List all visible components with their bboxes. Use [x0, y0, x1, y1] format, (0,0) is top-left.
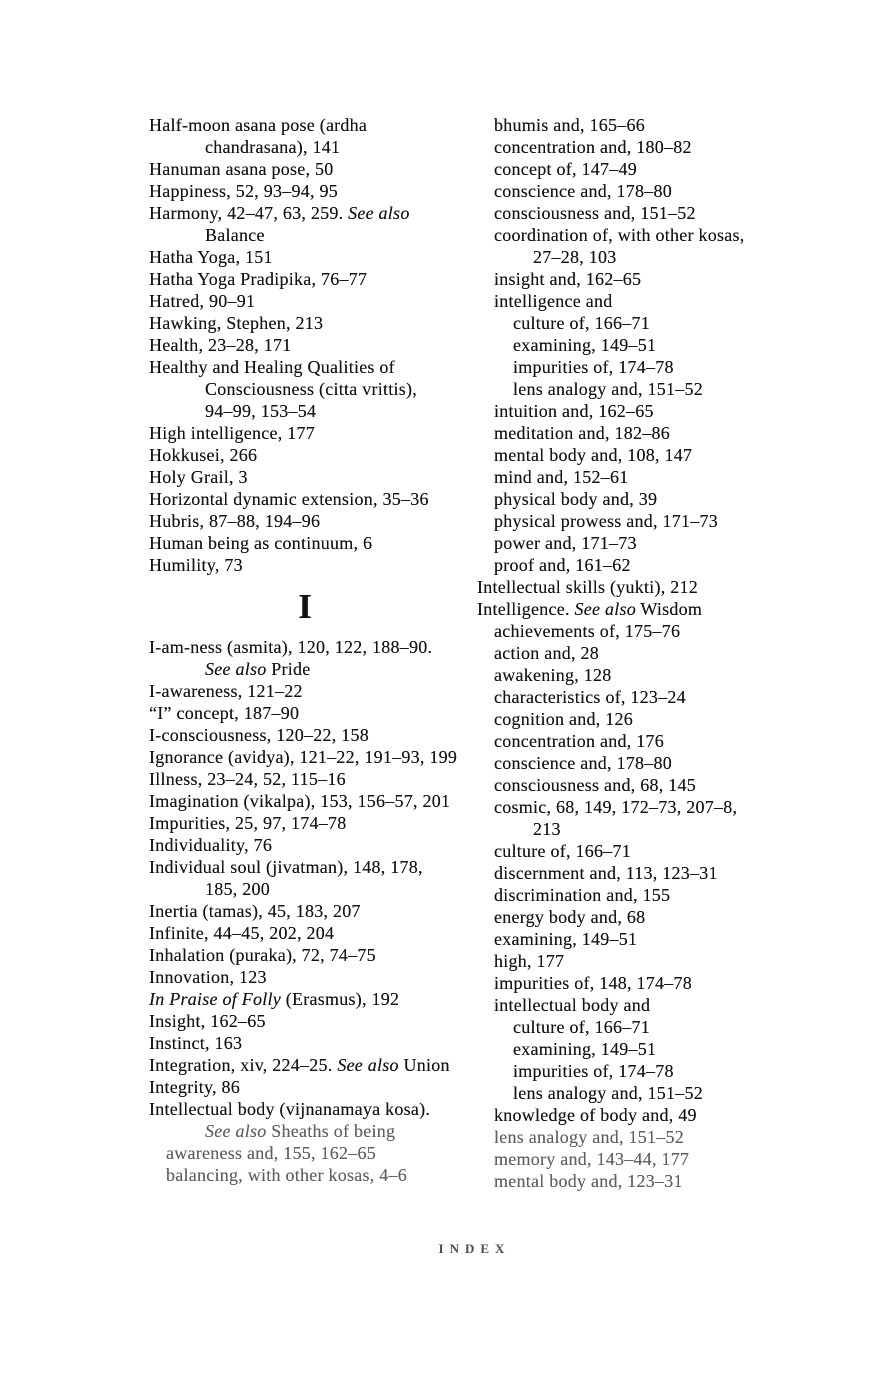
index-entry: Intellectual body (vijnanamaya kosa). — [149, 1099, 431, 1119]
index-subentry: knowledge of body and, 49 — [494, 1105, 697, 1125]
index-entry: Hatred, 90–91 — [149, 291, 256, 311]
index-subentry: concentration and, 180–82 — [494, 137, 692, 157]
index-entry: Hawking, Stephen, 213 — [149, 313, 324, 333]
index-subentry: power and, 171–73 — [494, 533, 637, 553]
index-entry: Hubris, 87–88, 194–96 — [149, 511, 321, 531]
index-subentry: achievements of, 175–76 — [494, 621, 681, 641]
index-subentry: mind and, 152–61 — [494, 467, 629, 487]
index-subentry: lens analogy and, 151–52 — [513, 1083, 703, 1103]
index-subentry: characteristics of, 123–24 — [494, 687, 686, 707]
index-subentry: impurities of, 174–78 — [513, 1061, 674, 1081]
index-subentry: cosmic, 68, 149, 172–73, 207–8, — [494, 797, 738, 817]
index-subentry: discrimination and, 155 — [494, 885, 671, 905]
index-entry: Human being as continuum, 6 — [149, 533, 373, 553]
index-entry: Insight, 162–65 — [149, 1011, 266, 1031]
index-entry: Hanuman asana pose, 50 — [149, 159, 334, 179]
index-entry: Impurities, 25, 97, 174–78 — [149, 813, 347, 833]
index-entry-continuation: Consciousness (citta vrittis), — [205, 379, 417, 399]
index-entry: Hatha Yoga Pradipika, 76–77 — [149, 269, 368, 289]
index-subentry: discernment and, 113, 123–31 — [494, 863, 718, 883]
index-subentry: insight and, 162–65 — [494, 269, 642, 289]
index-entry: Infinite, 44–45, 202, 204 — [149, 923, 335, 943]
index-subentry: lens analogy and, 151–52 — [494, 1127, 684, 1147]
index-entry: Health, 23–28, 171 — [149, 335, 292, 355]
index-entry-continuation: 213 — [533, 819, 561, 839]
index-entry: Intelligence. See also Wisdom — [477, 599, 703, 619]
index-subentry: examining, 149–51 — [494, 929, 638, 949]
index-subentry: physical body and, 39 — [494, 489, 658, 509]
index-subentry: coordination of, with other kosas, — [494, 225, 745, 245]
index-subentry: impurities of, 148, 174–78 — [494, 973, 692, 993]
index-entry: Humility, 73 — [149, 555, 243, 575]
index-subentry: cognition and, 126 — [494, 709, 633, 729]
index-entry: Instinct, 163 — [149, 1033, 243, 1053]
index-entry: Innovation, 123 — [149, 967, 267, 987]
index-subentry: culture of, 166–71 — [494, 841, 631, 861]
index-entry: Intellectual skills (yukti), 212 — [477, 577, 698, 597]
index-subentry: physical prowess and, 171–73 — [494, 511, 718, 531]
footer-index-label: INDEX — [438, 1241, 511, 1256]
index-subentry: consciousness and, 68, 145 — [494, 775, 696, 795]
index-subentry: awareness and, 155, 162–65 — [166, 1143, 376, 1163]
index-entry: In Praise of Folly (Erasmus), 192 — [149, 989, 400, 1009]
index-entry-continuation: See also Sheaths of being — [205, 1121, 396, 1141]
index-entry: Individuality, 76 — [149, 835, 273, 855]
index-subentry: balancing, with other kosas, 4–6 — [166, 1165, 407, 1185]
index-entry: Hatha Yoga, 151 — [149, 247, 273, 267]
index-entry: I-consciousness, 120–22, 158 — [149, 725, 369, 745]
index-subentry: examining, 149–51 — [513, 1039, 657, 1059]
index-entry: High intelligence, 177 — [149, 423, 315, 443]
index-entry: Happiness, 52, 93–94, 95 — [149, 181, 338, 201]
index-subentry: meditation and, 182–86 — [494, 423, 670, 443]
index-entry: Integration, xiv, 224–25. See also Union — [149, 1055, 450, 1075]
index-entry: Hokkusei, 266 — [149, 445, 258, 465]
index-entry: Illness, 23–24, 52, 115–16 — [149, 769, 346, 789]
index-entry: I-awareness, 121–22 — [149, 681, 303, 701]
index-subentry: memory and, 143–44, 177 — [494, 1149, 690, 1169]
index-entry: Horizontal dynamic extension, 35–36 — [149, 489, 429, 509]
index-subentry: examining, 149–51 — [513, 335, 657, 355]
index-subentry: high, 177 — [494, 951, 565, 971]
index-subentry: concentration and, 176 — [494, 731, 664, 751]
index-entry: I-am-ness (asmita), 120, 122, 188–90. — [149, 637, 433, 657]
index-entry: Inertia (tamas), 45, 183, 207 — [149, 901, 361, 921]
index-subentry: awakening, 128 — [494, 665, 612, 685]
index-subentry: intelligence and — [494, 291, 613, 311]
index-entry-continuation: 27–28, 103 — [533, 247, 617, 267]
index-entry: Integrity, 86 — [149, 1077, 241, 1097]
index-entry: “I” concept, 187–90 — [149, 703, 300, 723]
index-entry: Harmony, 42–47, 63, 259. See also — [149, 203, 410, 223]
index-entry-continuation: 94–99, 153–54 — [205, 401, 317, 421]
index-entry: Half-moon asana pose (ardha — [149, 115, 368, 135]
index-entry-continuation: Balance — [205, 225, 265, 245]
index-subentry: consciousness and, 151–52 — [494, 203, 696, 223]
page-footer — [28, 1241, 893, 1257]
index-subentry: conscience and, 178–80 — [494, 753, 672, 773]
index-subentry: conscience and, 178–80 — [494, 181, 672, 201]
index-subentry: lens analogy and, 151–52 — [513, 379, 703, 399]
index-subentry: intellectual body and — [494, 995, 651, 1015]
index-column-right — [477, 114, 807, 1192]
index-subentry: culture of, 166–71 — [513, 313, 650, 333]
index-subentry: mental body and, 108, 147 — [494, 445, 693, 465]
index-entry-continuation: 185, 200 — [205, 879, 270, 899]
index-subentry: energy body and, 68 — [494, 907, 646, 927]
index-entry: Inhalation (puraka), 72, 74–75 — [149, 945, 376, 965]
index-subentry: action and, 28 — [494, 643, 599, 663]
index-subentry: concept of, 147–49 — [494, 159, 637, 179]
index-subentry: intuition and, 162–65 — [494, 401, 654, 421]
index-entry: Ignorance (avidya), 121–22, 191–93, 199 — [149, 747, 458, 767]
index-column-left — [149, 114, 461, 1186]
index-subentry: bhumis and, 165–66 — [494, 115, 645, 135]
index-entry: Individual soul (jivatman), 148, 178, — [149, 857, 423, 877]
index-entry: Holy Grail, 3 — [149, 467, 248, 487]
index-subentry: mental body and, 123–31 — [494, 1171, 683, 1191]
index-entry-continuation: See also Pride — [205, 659, 311, 679]
section-heading-letter: I — [298, 587, 312, 626]
index-entry: Healthy and Healing Qualities of — [149, 357, 395, 377]
index-entry-continuation: chandrasana), 141 — [205, 137, 341, 157]
index-entry: Imagination (vikalpa), 153, 156–57, 201 — [149, 791, 451, 811]
index-subentry: proof and, 161–62 — [494, 555, 631, 575]
index-subentry: culture of, 166–71 — [513, 1017, 650, 1037]
index-subentry: impurities of, 174–78 — [513, 357, 674, 377]
